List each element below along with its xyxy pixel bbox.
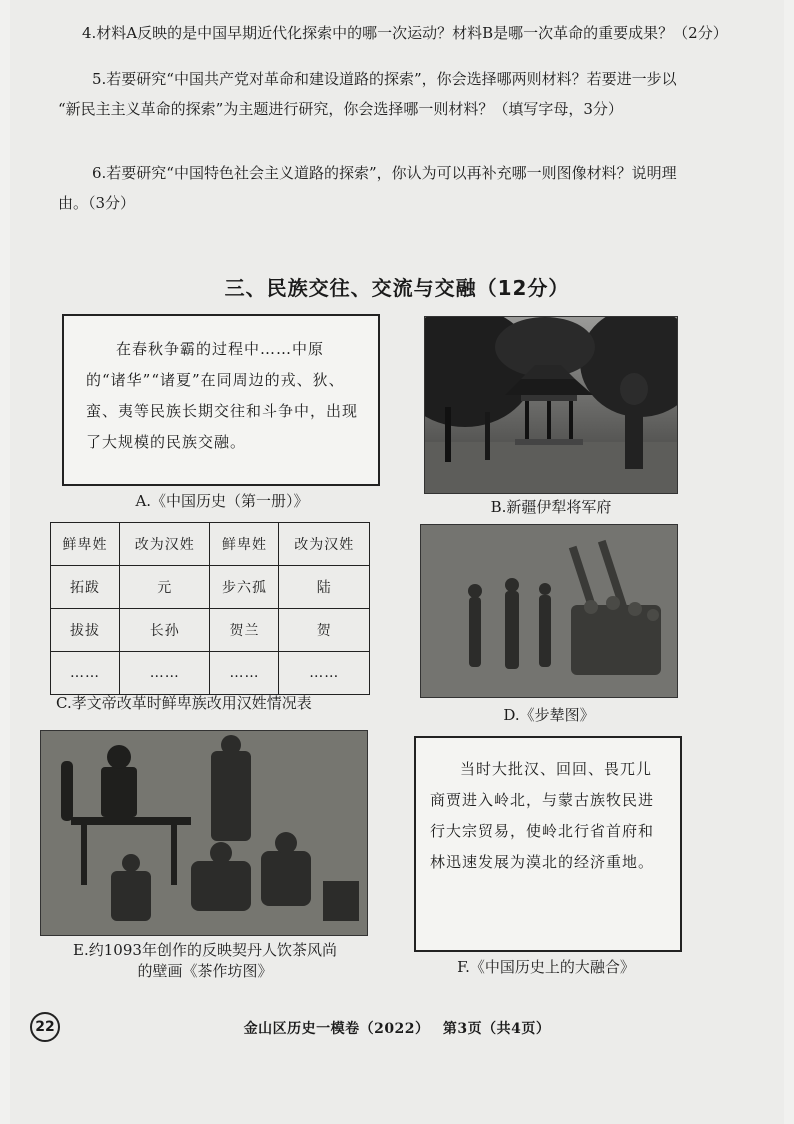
table-cell: …… (210, 652, 279, 695)
table-row (51, 652, 370, 695)
table-cell: 元 (119, 566, 210, 609)
table-cell: …… (119, 652, 210, 695)
material-e-mural (40, 730, 368, 936)
exam-page (10, 0, 784, 1124)
table-cell: …… (51, 652, 120, 695)
material-f-text: 当时大批汉、回回、畏兀儿商贾进入岭北，与蒙古族牧民进行大宗贸易，使岭北行省首府和林迅速发展为漠北的经济重地。 (430, 760, 655, 871)
material-a-text: 在春秋争霸的过程中……中原的“诸华”“诸夏”在同周边的戎、狄、蛮、夷等民族长期交往和斗争中，出现了大规模的民族交融。 (86, 340, 359, 451)
table-cell: 拓跋 (51, 566, 120, 609)
material-b-photo (424, 316, 678, 494)
material-e-caption (40, 940, 370, 982)
question-6-line-1: 6.若要研究“中国特色社会主义道路的探索”，你认为可以再补充哪一则图像材料？说明理 (92, 164, 677, 182)
table-cell: 陆 (279, 566, 370, 609)
table-header-cell: 鲜卑姓 (51, 523, 120, 566)
question-5-line-2: “新民主主义革命的探索”为主题进行研究，你会选择哪一则材料？（填写字母，3分） (58, 100, 623, 118)
table-cell: 长孙 (119, 609, 210, 652)
table-cell: 贺 (279, 609, 370, 652)
table-row (51, 566, 370, 609)
material-c-caption: C.孝文帝改革时鲜卑族改用汉姓情况表 (56, 694, 312, 712)
question-5-line-1: 5.若要研究“中国共产党对革命和建设道路的探索”，你会选择哪两则材料？若要进一步以 (92, 70, 677, 88)
table-cell: 步六孤 (210, 566, 279, 609)
section-title: 三、民族交往、交流与交融（12分） (224, 276, 570, 300)
question-6-line-2: 由。（3分） (58, 194, 136, 212)
material-d-caption: D.《步辇图》 (503, 706, 595, 724)
material-f-box (414, 736, 682, 952)
table-cell: 拔拔 (51, 609, 120, 652)
painting-illustration (421, 525, 677, 697)
material-f-caption: F.《中国历史上的大融合》 (457, 958, 635, 976)
material-e-caption-line-1: E.约1093年创作的反映契丹人饮茶风尚 (73, 941, 337, 959)
material-d-painting (420, 524, 678, 698)
material-a-caption: A.《中国历史（第一册）》 (135, 492, 309, 510)
material-c-table (50, 522, 370, 695)
pavilion-photo-illustration (425, 317, 677, 493)
page-number-badge: 22 (30, 1012, 60, 1042)
question-4 (82, 18, 762, 48)
exam-title: 金山区历史一模卷（2022） (243, 1021, 430, 1037)
table-header-cell: 改为汉姓 (119, 523, 210, 566)
question-6 (58, 158, 748, 218)
table-header-cell: 改为汉姓 (279, 523, 370, 566)
material-e-caption-line-2: 的壁画《茶作坊图》 (137, 962, 273, 980)
material-a-box (62, 314, 380, 486)
page-indicator: 第3页（共4页） (442, 1021, 551, 1037)
table-cell: …… (279, 652, 370, 695)
mural-illustration (41, 731, 367, 935)
table-header-cell: 鲜卑姓 (210, 523, 279, 566)
question-4-text: 4.材料A反映的是中国早期近代化探索中的哪一次运动？材料B是哪一次革命的重要成果？（2分） (82, 24, 728, 42)
table-row (51, 609, 370, 652)
material-b-caption: B.新疆伊犁将军府 (490, 498, 612, 516)
question-5 (58, 64, 748, 124)
table-header-row (51, 523, 370, 566)
page-footer (10, 1018, 784, 1038)
table-cell: 贺兰 (210, 609, 279, 652)
